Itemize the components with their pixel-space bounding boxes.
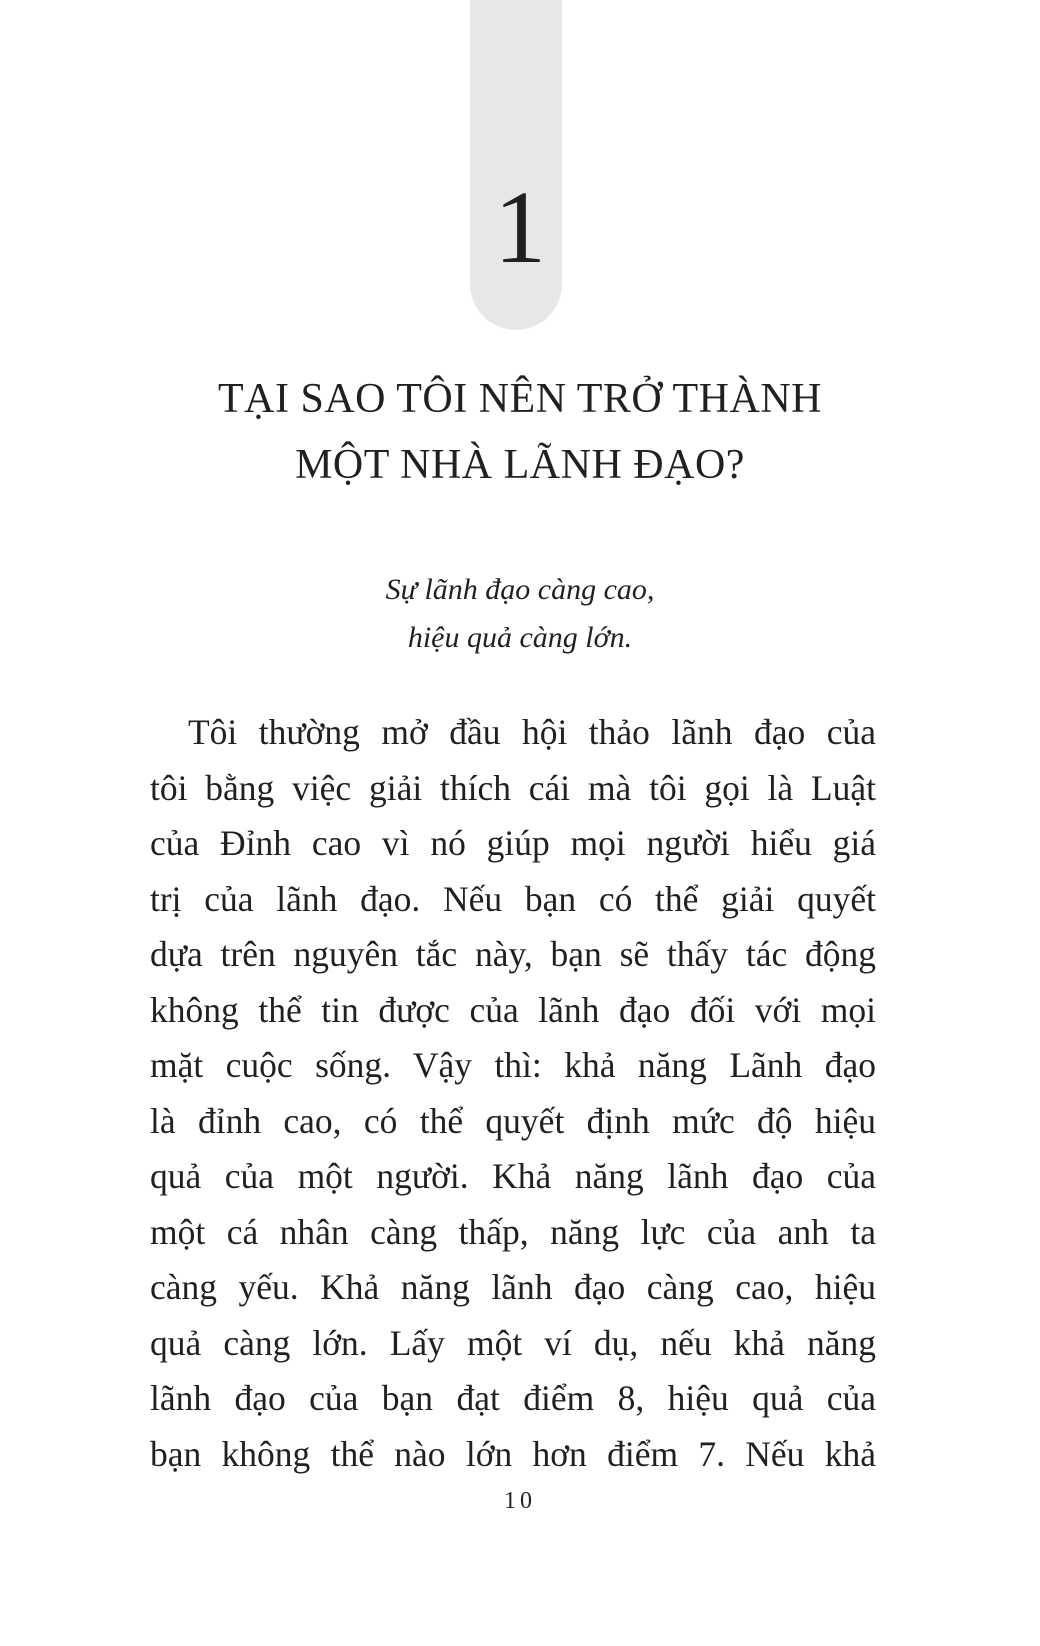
body-line: quả càng lớn. Lấy một ví dụ, nếu khả năng: [150, 1322, 876, 1363]
body-line: Tôi thường mở đầu hội thảo lãnh đạo của: [188, 712, 876, 752]
body-line: là đỉnh cao, có thể quyết định mức độ hiệu: [150, 1100, 876, 1141]
body-line: trị của lãnh đạo. Nếu bạn có thể giải quyết: [150, 878, 876, 919]
chapter-number: 1: [494, 170, 546, 285]
chapter-title-line: TẠI SAO TÔI NÊN TRỞ THÀNH: [218, 376, 822, 422]
page-number: 10: [504, 1488, 536, 1514]
body-line: càng yếu. Khả năng lãnh đạo càng cao, hiệu: [150, 1267, 876, 1307]
chapter-title-line: MỘT NHÀ LÃNH ĐẠO?: [295, 442, 745, 488]
epigraph-line: hiệu quả càng lớn.: [407, 621, 633, 654]
body-line: lãnh đạo của bạn đạt điểm 8, hiệu quả của: [150, 1378, 876, 1418]
body-line: của Đỉnh cao vì nó giúp mọi người hiểu giá: [150, 823, 876, 863]
epigraph: [120, 566, 920, 662]
epigraph-line: Sự lãnh đạo càng cao,: [385, 573, 655, 606]
body-line: bạn không thể nào lớn hơn điểm 7. Nếu khả: [150, 1433, 876, 1474]
body-line: mặt cuộc sống. Vậy thì: khả năng Lãnh đạo: [150, 1045, 876, 1085]
body-line: tôi bằng việc giải thích cái mà tôi gọi là Luật: [150, 767, 876, 808]
body-line: không thể tin được của lãnh đạo đối với mọi: [150, 989, 876, 1030]
body-line: dựa trên nguyên tắc này, bạn sẽ thấy tác động: [150, 934, 876, 974]
body-paragraph: [150, 705, 876, 1482]
body-line: quả của một người. Khả năng lãnh đạo của: [150, 1156, 876, 1196]
chapter-title: [120, 366, 920, 498]
body-line: một cá nhân càng thấp, năng lực của anh ta: [150, 1211, 876, 1252]
